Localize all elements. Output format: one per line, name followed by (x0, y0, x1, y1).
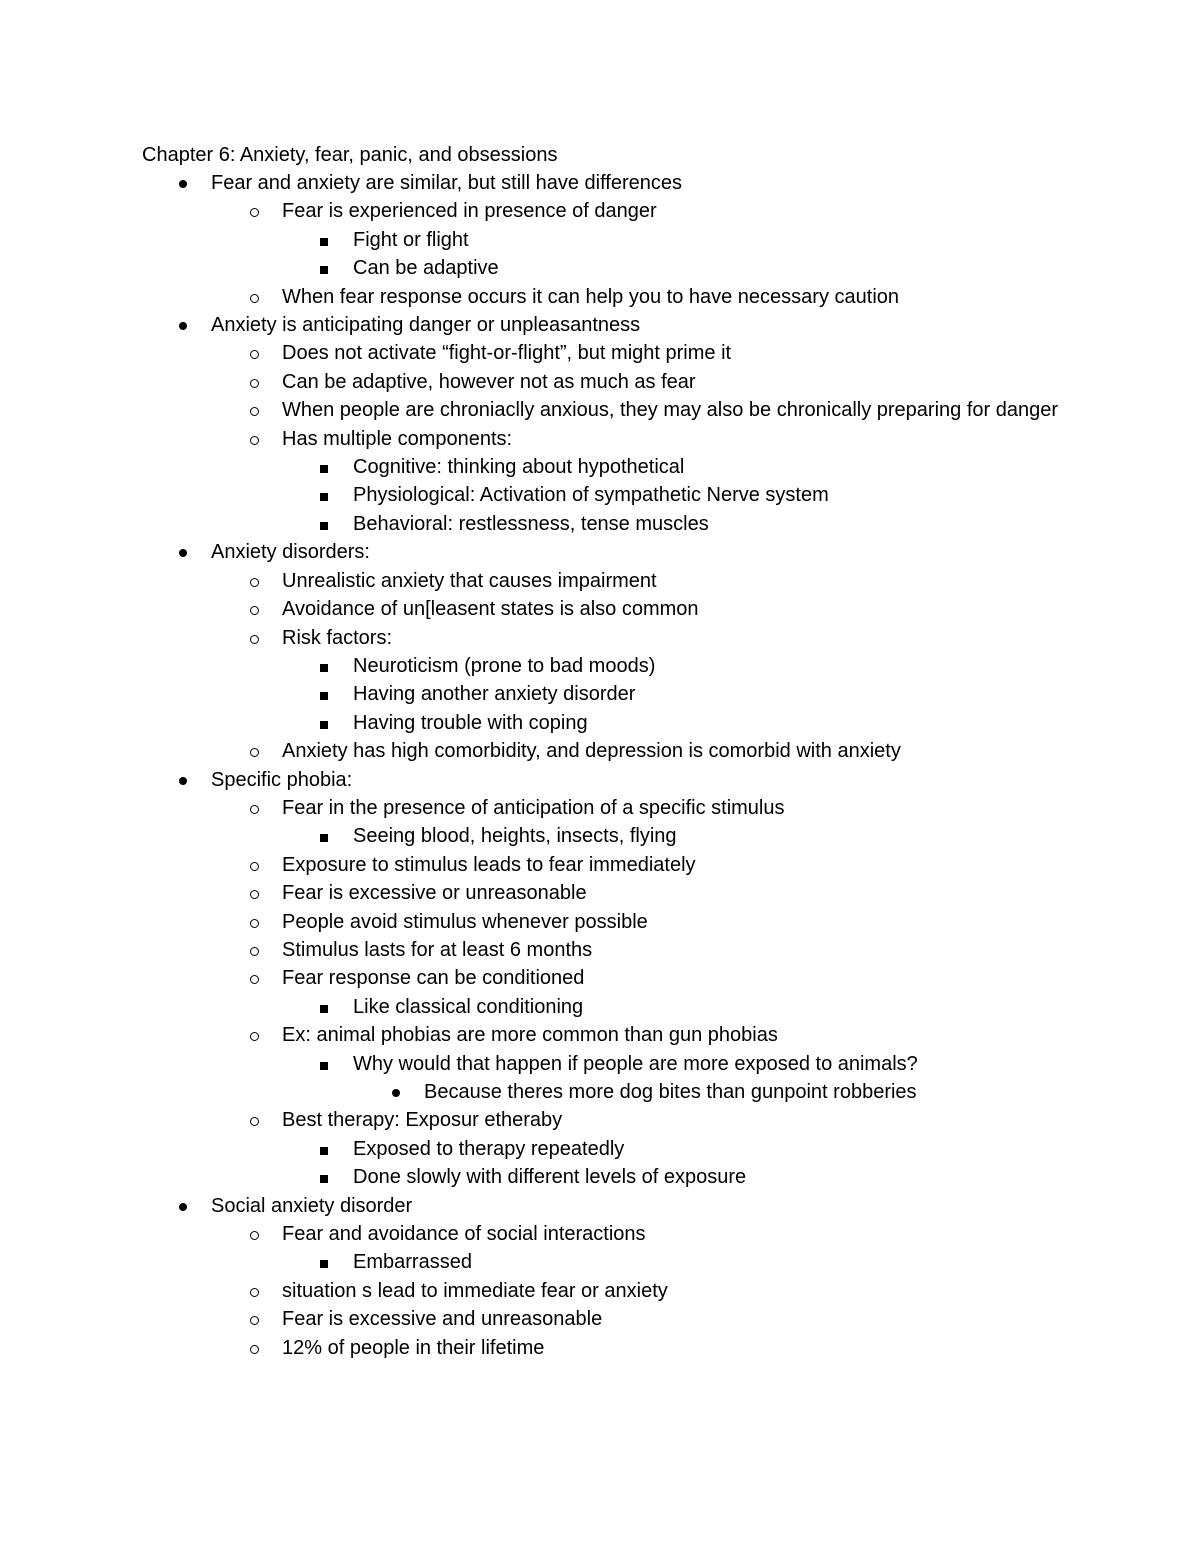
list-item (0, 1135, 1200, 1163)
list-item-text: Risk factors: (282, 626, 393, 649)
circle-bullet-icon (250, 890, 259, 899)
list-item-text: Specific phobia: (211, 768, 353, 791)
list-item-text: Having trouble with coping (353, 711, 588, 734)
list-item-text: Best therapy: Exposur etheraby (282, 1109, 563, 1132)
square-bullet-icon (320, 1062, 328, 1070)
circle-bullet-icon (250, 1316, 259, 1325)
list-item-text: Can be adaptive, however not as much as fear (282, 370, 696, 393)
list-item-text: Fear and avoidance of social interactions (282, 1223, 646, 1246)
list-item-text: Done slowly with different levels of exposure (353, 1166, 747, 1189)
circle-bullet-icon (250, 748, 259, 757)
circle-bullet-icon (250, 379, 259, 388)
list-item-text: Fear and anxiety are similar, but still have differences (211, 172, 682, 194)
square-bullet-icon (320, 465, 328, 473)
list-item-text: Anxiety has high comorbidity, and depression is comorbid with anxiety (282, 740, 901, 763)
disc-bullet-icon (392, 1089, 400, 1097)
square-bullet-icon (320, 266, 328, 274)
notes-list (0, 169, 1200, 1362)
disc-bullet-icon (179, 1203, 187, 1211)
list-item (0, 425, 1200, 453)
list-item (0, 169, 1200, 197)
circle-bullet-icon (250, 975, 259, 984)
list-item-text: Why would that happen if people are more exposed to animals? (353, 1052, 918, 1075)
list-item (0, 1220, 1200, 1248)
disc-bullet-icon (179, 777, 187, 785)
circle-bullet-icon (250, 294, 259, 303)
circle-bullet-icon (250, 635, 259, 644)
list-item (0, 908, 1200, 936)
list-item (0, 737, 1200, 765)
list-item (0, 993, 1200, 1021)
list-item-text: Fight or flight (353, 228, 469, 251)
list-item (0, 567, 1200, 595)
square-bullet-icon (320, 493, 328, 501)
list-item-text: Exposed to therapy repeatedly (353, 1137, 625, 1160)
list-item-text: Has multiple components: (282, 427, 513, 450)
square-bullet-icon (320, 664, 328, 672)
square-bullet-icon (320, 721, 328, 729)
list-item (0, 964, 1200, 992)
circle-bullet-icon (250, 1231, 259, 1240)
list-item (0, 453, 1200, 481)
circle-bullet-icon (250, 919, 259, 928)
circle-bullet-icon (250, 805, 259, 814)
square-bullet-icon (320, 692, 328, 700)
list-item (0, 538, 1200, 566)
circle-bullet-icon (250, 862, 259, 871)
list-item (0, 1106, 1200, 1134)
square-bullet-icon (320, 522, 328, 530)
list-item-text: Fear in the presence of anticipation of a specific stimulus (282, 796, 785, 819)
list-item-text: Because theres more dog bites than gunpoint robberies (424, 1081, 917, 1103)
list-item-text: Seeing blood, heights, insects, flying (353, 825, 677, 848)
circle-bullet-icon (250, 350, 259, 359)
list-item (0, 936, 1200, 964)
list-item-text: Cognitive: thinking about hypothetical (353, 456, 685, 479)
list-item-text: Anxiety is anticipating danger or unpleasantness (211, 314, 641, 337)
list-item (0, 709, 1200, 737)
list-item (0, 794, 1200, 822)
circle-bullet-icon (250, 436, 259, 445)
circle-bullet-icon (250, 1117, 259, 1126)
circle-bullet-icon (250, 407, 259, 416)
list-item (0, 1248, 1200, 1276)
list-item (0, 283, 1200, 311)
list-item-text: Stimulus lasts for at least 6 months (282, 938, 593, 961)
square-bullet-icon (320, 238, 328, 246)
list-item-text: Fear is excessive and unreasonable (282, 1308, 603, 1331)
list-item (0, 822, 1200, 850)
list-item (0, 510, 1200, 538)
list-item (0, 1305, 1200, 1333)
list-item (0, 1050, 1200, 1078)
list-item (0, 1078, 1200, 1106)
circle-bullet-icon (250, 1032, 259, 1041)
circle-bullet-icon (250, 1288, 259, 1297)
square-bullet-icon (320, 1005, 328, 1013)
list-item-text: Does not activate “fight-or-flight”, but might prime it (282, 342, 732, 365)
list-item-text: Fear response can be conditioned (282, 967, 585, 990)
list-item (0, 766, 1200, 794)
list-item-text: Can be adaptive (353, 257, 499, 280)
square-bullet-icon (320, 1260, 328, 1268)
list-item-text: When fear response occurs it can help you to have necessary caution (282, 285, 900, 308)
list-item (0, 879, 1200, 907)
page-title: Chapter 6: Anxiety, fear, panic, and obsessions (142, 144, 558, 166)
list-item-text: Social anxiety disorder (211, 1194, 413, 1217)
list-item-text: Fear is experienced in presence of danger (282, 200, 657, 223)
list-item (0, 197, 1200, 225)
list-item (0, 851, 1200, 879)
list-item (0, 1192, 1200, 1220)
circle-bullet-icon (250, 1345, 259, 1354)
square-bullet-icon (320, 1147, 328, 1155)
list-item-text: Embarrassed (353, 1251, 472, 1274)
disc-bullet-icon (179, 322, 187, 330)
list-item (0, 680, 1200, 708)
list-item-text: Exposure to stimulus leads to fear immediately (282, 853, 696, 876)
list-item (0, 311, 1200, 339)
list-item (0, 254, 1200, 282)
list-item-text: Physiological: Activation of sympathetic Nerve system (353, 484, 829, 507)
list-item (0, 1277, 1200, 1305)
list-item (0, 1163, 1200, 1191)
list-item (0, 481, 1200, 509)
list-item-text: Avoidance of un[leasent states is also common (282, 598, 699, 621)
list-item (0, 226, 1200, 254)
list-item-text: Ex: animal phobias are more common than gun phobias (282, 1024, 778, 1047)
circle-bullet-icon (250, 578, 259, 587)
list-item (0, 368, 1200, 396)
circle-bullet-icon (250, 947, 259, 956)
list-item-text: Like classical conditioning (353, 995, 584, 1018)
circle-bullet-icon (250, 606, 259, 615)
list-item (0, 624, 1200, 652)
list-item-text: Neuroticism (prone to bad moods) (353, 654, 656, 677)
square-bullet-icon (320, 834, 328, 842)
disc-bullet-icon (179, 180, 187, 188)
list-item (0, 595, 1200, 623)
list-item (0, 339, 1200, 367)
square-bullet-icon (320, 1175, 328, 1183)
circle-bullet-icon (250, 208, 259, 217)
list-item-text: When people are chroniaclly anxious, they may also be chronically preparing for danger (282, 399, 1058, 422)
list-item (0, 396, 1200, 424)
list-item-text: Having another anxiety disorder (353, 683, 636, 706)
list-item (0, 652, 1200, 680)
list-item (0, 1334, 1200, 1362)
list-item-text: Anxiety disorders: (211, 541, 370, 564)
list-item-text: 12% of people in their lifetime (282, 1336, 545, 1359)
list-item-text: Behavioral: restlessness, tense muscles (353, 512, 709, 535)
list-item (0, 1021, 1200, 1049)
disc-bullet-icon (179, 549, 187, 557)
list-item-text: People avoid stimulus whenever possible (282, 910, 648, 933)
list-item-text: Unrealistic anxiety that causes impairment (282, 569, 657, 592)
list-item-text: Fear is excessive or unreasonable (282, 882, 587, 905)
list-item-text: situation s lead to immediate fear or anxiety (282, 1279, 668, 1302)
